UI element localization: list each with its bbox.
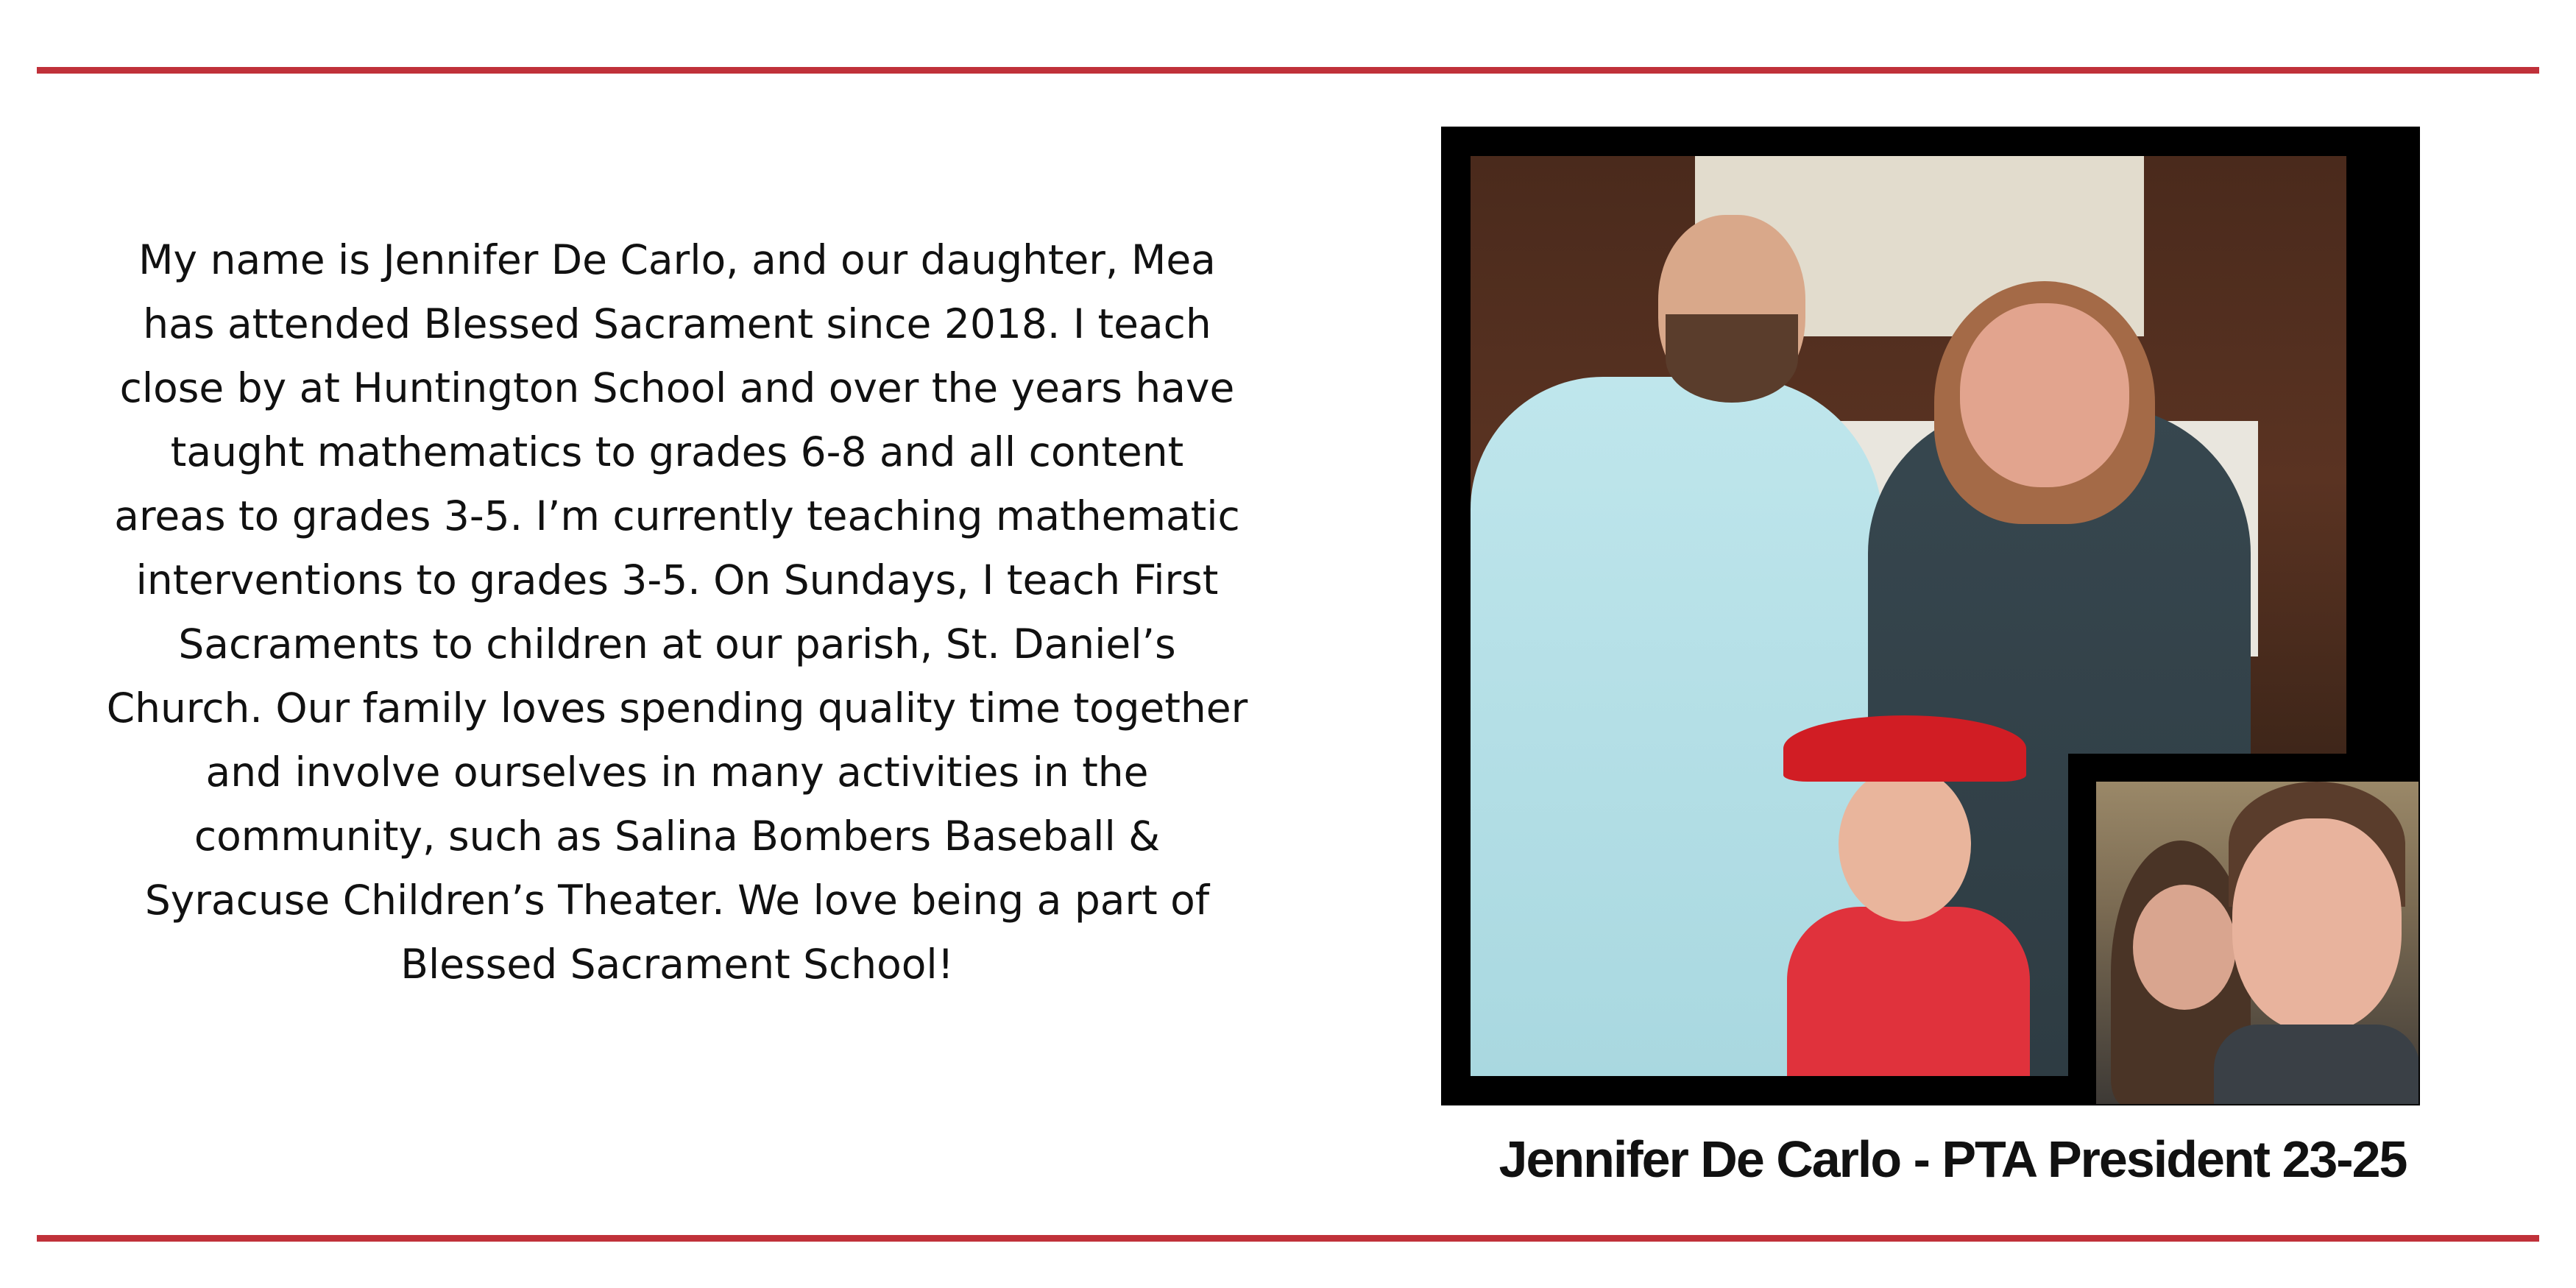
mother-head — [1960, 303, 2129, 487]
photo-caption: Jennifer De Carlo - PTA President 23-25 — [1498, 1130, 2407, 1188]
child-head — [1839, 767, 1971, 921]
bio-line: Blessed Sacrament School! — [400, 941, 954, 988]
bio-line: My name is Jennifer De Carlo, and our daughter, Mea — [138, 236, 1216, 283]
girl-face — [2133, 885, 2236, 1010]
bio-line: and involve ourselves in many activities in the — [205, 749, 1149, 796]
inset-photo-frame — [2068, 754, 2391, 1076]
bio-line: Syracuse Children’s Theater. We love being a part of — [144, 877, 1210, 924]
graduation-cap — [1783, 715, 2026, 782]
children-photo — [2096, 782, 2418, 1104]
bio-line: Sacraments to children at our parish, St. Daniel’s — [178, 620, 1176, 668]
father-beard — [1666, 314, 1798, 403]
top-divider — [37, 67, 2539, 74]
bio-line: interventions to grades 3-5. On Sundays, I teach First — [135, 556, 1219, 604]
bio-paragraph — [70, 228, 1284, 997]
bio-line: has attended Blessed Sacrament since 2018. I teach — [143, 300, 1211, 347]
bio-line: community, such as Salina Bombers Baseball & — [194, 813, 1161, 860]
bio-line: areas to grades 3-5. I’m currently teaching mathematic — [114, 492, 1240, 539]
bio-line: close by at Huntington School and over the years have — [119, 364, 1235, 411]
child-dress — [1787, 907, 2030, 1076]
bio-line: taught mathematics to grades 6-8 and all content — [170, 428, 1184, 475]
bio-line: Church. Our family loves spending quality time together — [106, 684, 1248, 732]
boy-shirt — [2214, 1025, 2418, 1104]
bottom-divider — [37, 1235, 2539, 1242]
photo-frame — [1441, 127, 2420, 1105]
boy-face — [2232, 818, 2402, 1032]
